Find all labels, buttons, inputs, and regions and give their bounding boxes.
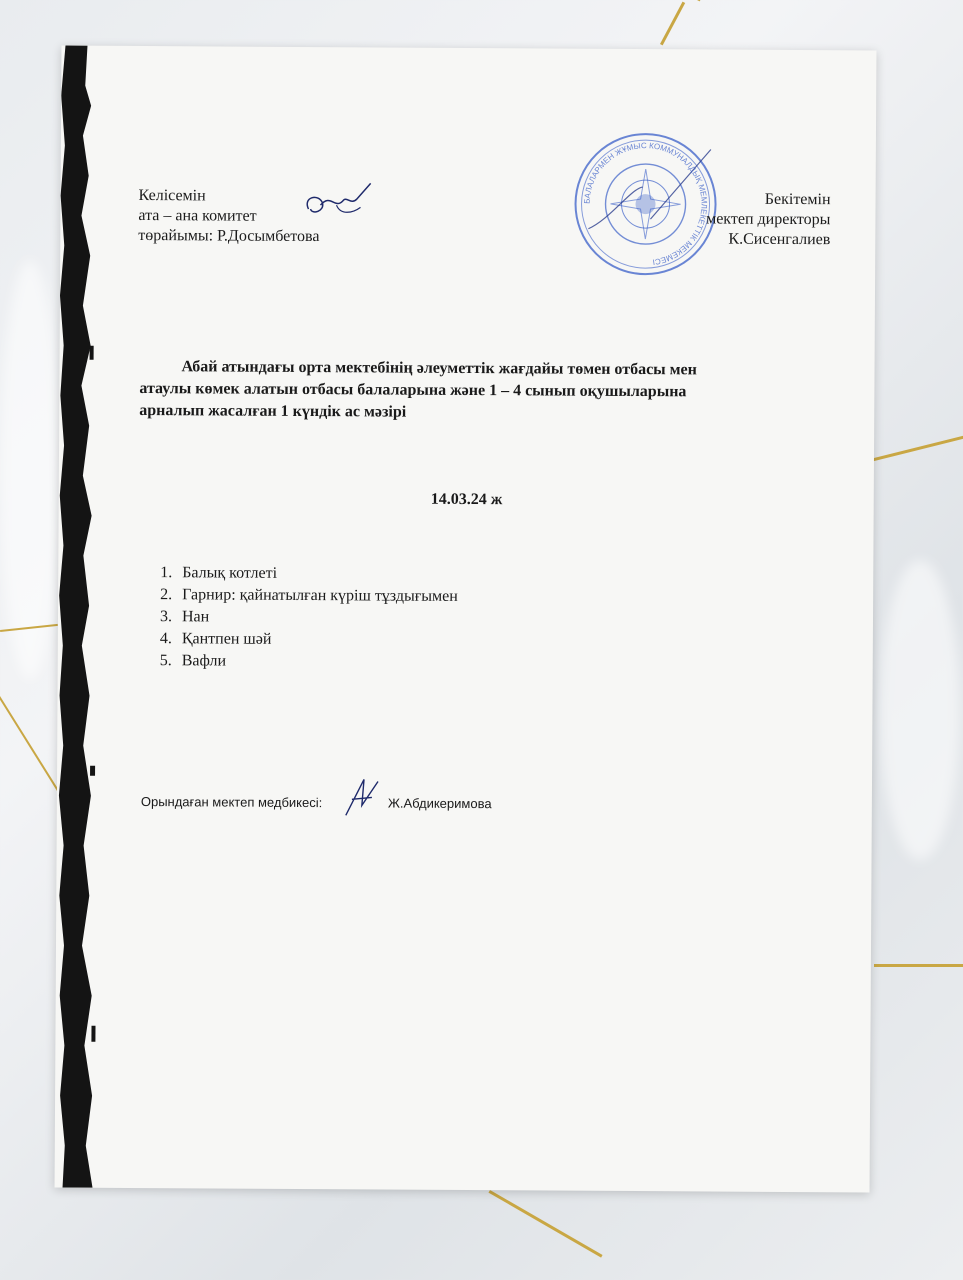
list-item-number: 4.: [159, 630, 172, 648]
signature-left: [300, 179, 376, 223]
approval-right-line3: К.Сисенгалиев: [728, 230, 831, 249]
document-title: [139, 356, 819, 426]
title-line1: Абай атындағы орта мектебінің әлеуметтік жағдайы төмен отбасы мен: [181, 358, 697, 379]
list-item-label: Балық котлеті: [182, 564, 278, 582]
menu-list: [160, 562, 458, 674]
document-date: 14.03.24 ж: [430, 490, 503, 509]
marble-highlight: [880, 560, 960, 860]
approval-right-line1: Бекітемін: [764, 190, 831, 209]
gold-vein: [489, 1190, 603, 1258]
approval-left: [138, 186, 320, 247]
list-item: [160, 562, 458, 586]
gold-vein: [866, 433, 963, 463]
list-item-number: 1.: [160, 564, 173, 582]
scan-black-edge: [55, 46, 106, 1188]
list-item: [160, 650, 458, 674]
list-item-label: Гарнир: қайнатылған күріш тұздығымен: [182, 586, 458, 605]
list-item-label: Нан: [181, 608, 210, 626]
nurse-label: Орындаған мектеп медбикесі:: [140, 794, 323, 811]
document-page: [55, 46, 877, 1193]
stamp-ring-text: БАЛАЛАРМЕН ЖҰМЫС КОММУНАЛДЫҚ МЕМЛЕКЕТТІК МЕКЕМЕСІ: [582, 141, 709, 267]
gold-vein: [697, 0, 721, 1]
list-item: [160, 628, 458, 652]
list-item: [160, 584, 458, 608]
list-item-label: Қантпен шәй: [181, 630, 272, 648]
marble-highlight: [0, 260, 60, 680]
list-item-number: 3.: [159, 608, 173, 626]
gold-vein: [660, 2, 685, 46]
official-stamp: [570, 129, 721, 280]
approval-left-line2: ата – ана комитет: [138, 206, 257, 225]
approval-right: [706, 189, 831, 250]
title-line3: арналып жасалған 1 күндік ас мәзірі: [139, 402, 407, 421]
list-item-number: 5.: [159, 652, 172, 670]
list-item-number: 2.: [160, 586, 173, 604]
signature-nurse: [342, 775, 382, 819]
gold-vein: [0, 696, 64, 799]
list-item-label: Вафли: [181, 652, 227, 670]
approval-left-line3: төрайымы: Р.Досымбетова: [138, 226, 320, 246]
list-item: [160, 606, 458, 630]
approval-left-line1: Келісемін: [138, 186, 206, 205]
gold-vein: [874, 964, 963, 967]
approval-right-line2: мектеп директоры: [706, 210, 831, 229]
nurse-name: Ж.Абдикеримова: [387, 795, 492, 812]
title-line2: атаулы көмек алатын отбасы балаларына және 1 – 4 сынып оқушыларына: [139, 380, 687, 401]
